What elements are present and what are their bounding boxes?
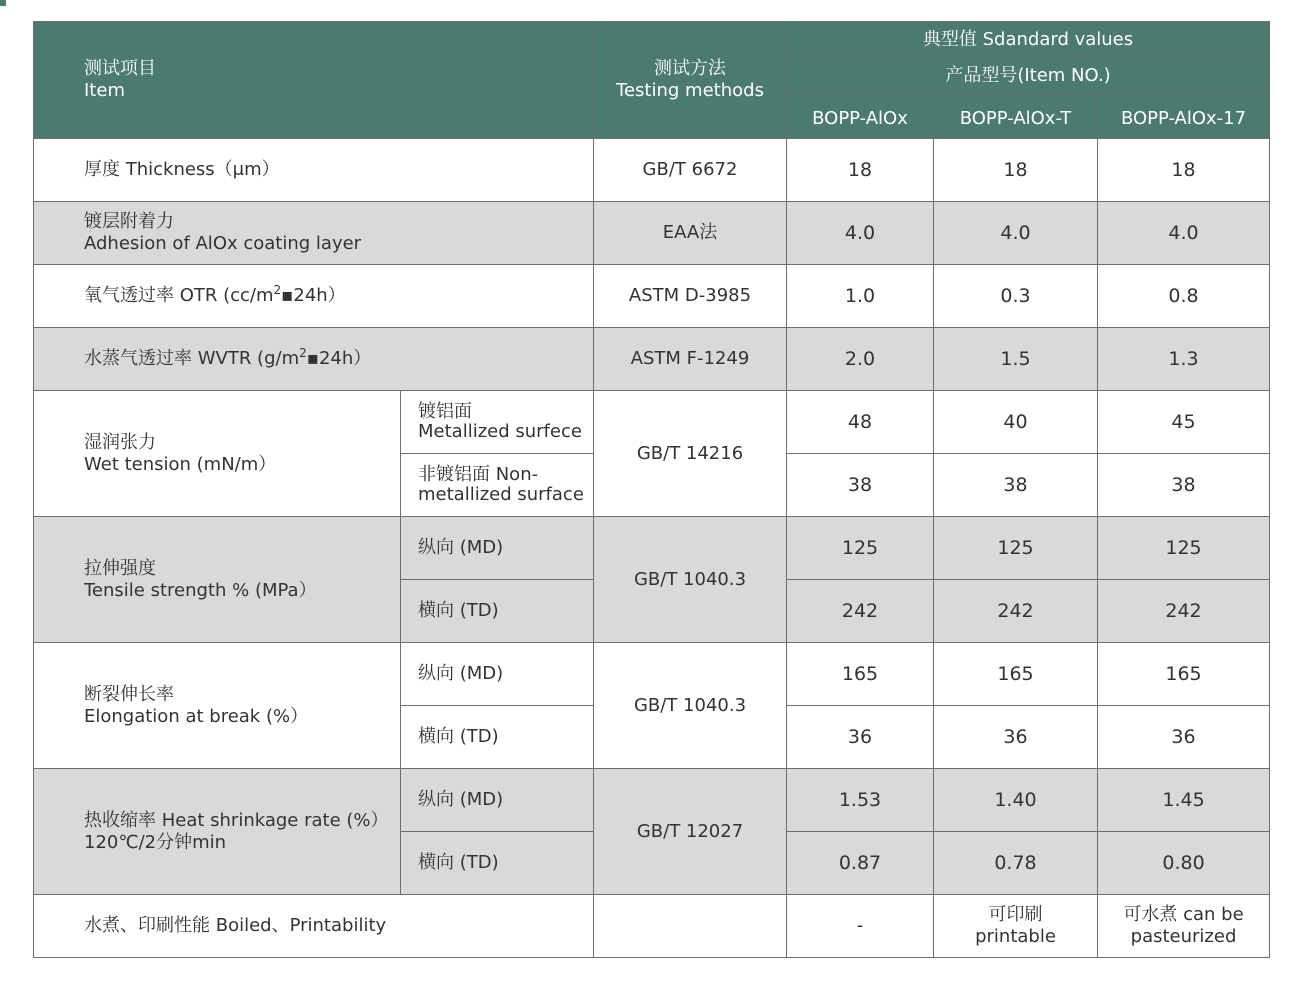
value-cell: 36 [1098,706,1270,769]
row-thickness [34,139,1270,202]
value-cell: 125 [787,517,934,580]
value-cell: 1.0 [787,265,934,328]
row-label-cn: 湿润张力 [84,431,156,453]
test-method: GB/T 14216 [594,391,787,517]
test-method: GB/T 12027 [594,769,787,895]
row-boiled [34,895,1270,958]
row-label-text: ▪24h） [306,348,372,369]
row-label [34,517,401,643]
value-cn: 可水煮 can be [1123,904,1244,925]
test-method [594,895,787,958]
value-cell: 38 [934,454,1098,517]
row-wet-tension [34,391,1270,454]
value-cell: 0.80 [1098,832,1270,895]
value-cell: 0.78 [934,832,1098,895]
row-label [34,202,594,265]
header-row [34,22,1270,58]
value-cell: 165 [1098,643,1270,706]
header-method-cell [594,22,787,139]
row-label-cn: 镀层附着力 [84,211,174,232]
sub-label: 横向 (TD) [401,706,594,769]
sub-label: 纵向 (MD) [401,769,594,832]
test-method: GB/T 1040.3 [594,643,787,769]
row-label-text: 氧气透过率 OTR (cc/m [84,285,274,306]
product-name-1: BOPP-AlOx [787,94,934,139]
row-label-cn: 拉伸强度 [84,557,156,579]
header-item-no: 产品型号(Item NO.) [787,58,1270,94]
value-cell: 1.3 [1098,328,1270,391]
value-cell: 18 [787,139,934,202]
row-label [34,391,401,517]
row-label [34,643,401,769]
sub-label-en: Metallized surfece [418,421,582,442]
superscript: 2 [273,283,282,297]
header-method-en: Testing methods [616,80,764,101]
row-tensile [34,517,1270,580]
row-label: 水煮、印刷性能 Boiled、Printability [34,895,594,958]
row-label-en: Adhesion of AlOx coating layer [84,233,362,254]
row-label [34,328,594,391]
header-standard-values: 典型值 Sdandard values [787,22,1270,58]
header-item-en: Item [84,80,125,101]
test-method: EAA法 [594,202,787,265]
superscript: 2 [299,346,307,360]
sub-label: 纵向 (MD) [401,517,594,580]
test-method: ASTM F-1249 [594,328,787,391]
row-elongation [34,643,1270,706]
specification-table [33,21,1270,958]
value-cell: 45 [1098,391,1270,454]
value-cell: 2.0 [787,328,934,391]
row-label-text: ▪24h） [281,285,346,306]
value-cell [1098,895,1270,958]
sub-label-en: metallized surface [418,484,584,505]
sub-label: 横向 (TD) [401,832,594,895]
row-adhesion [34,202,1270,265]
value-cell: 38 [787,454,934,517]
value-cell: 18 [934,139,1098,202]
product-name-2: BOPP-AlOx-T [934,94,1098,139]
value-cell: 38 [1098,454,1270,517]
value-cell: 0.8 [1098,265,1270,328]
row-label [34,265,594,328]
header-item-cell [34,22,594,139]
value-cell: 125 [1098,517,1270,580]
value-cell [934,895,1098,958]
value-cell: 1.5 [934,328,1098,391]
sub-label [401,454,594,517]
sub-label [401,391,594,454]
row-shrinkage [34,769,1270,832]
value-cell: 1.53 [787,769,934,832]
row-label-cn: 断裂伸长率 [84,683,174,705]
value-cell: 242 [934,580,1098,643]
value-cn: 可印刷 [988,904,1043,925]
value-cell: 165 [934,643,1098,706]
value-cell: 1.45 [1098,769,1270,832]
value-cell: 125 [934,517,1098,580]
sub-label-cn: 镀铝面 [418,401,472,422]
value-cell: 36 [787,706,934,769]
row-label-line1: 热收缩率 Heat shrinkage rate (%） [84,809,389,831]
header-item-cn: 测试项目 [84,58,156,79]
header-method-cn: 测试方法 [654,58,726,79]
row-label-en: Wet tension (mN/m） [84,453,277,475]
row-label-line2: 120℃/2分钟min [84,831,227,853]
row-label: 厚度 Thickness（μm） [34,139,594,202]
sub-label-cn: 非镀铝面 Non- [418,464,539,485]
value-cell: 0.87 [787,832,934,895]
product-name-3: BOPP-AlOx-17 [1098,94,1270,139]
value-cell: 4.0 [1098,202,1270,265]
sub-label: 纵向 (MD) [401,643,594,706]
row-label-text: 水蒸气透过率 WVTR (g/m [84,348,300,369]
value-cell: 0.3 [934,265,1098,328]
row-label-en: Elongation at break (%） [84,705,309,727]
value-en: pasteurized [1130,926,1237,947]
value-cell: - [787,895,934,958]
value-cell: 242 [1098,580,1270,643]
value-cell: 4.0 [787,202,934,265]
test-method: GB/T 1040.3 [594,517,787,643]
value-cell: 40 [934,391,1098,454]
sub-label: 横向 (TD) [401,580,594,643]
value-cell: 1.40 [934,769,1098,832]
test-method: ASTM D-3985 [594,265,787,328]
value-cell: 48 [787,391,934,454]
row-otr [34,265,1270,328]
value-en: printable [975,926,1056,947]
value-cell: 18 [1098,139,1270,202]
value-cell: 36 [934,706,1098,769]
value-cell: 242 [787,580,934,643]
corner-accent [0,0,6,6]
value-cell: 165 [787,643,934,706]
value-cell: 4.0 [934,202,1098,265]
row-label [34,769,401,895]
row-wvtr [34,328,1270,391]
row-label-en: Tensile strength % (MPa） [84,579,317,601]
test-method: GB/T 6672 [594,139,787,202]
